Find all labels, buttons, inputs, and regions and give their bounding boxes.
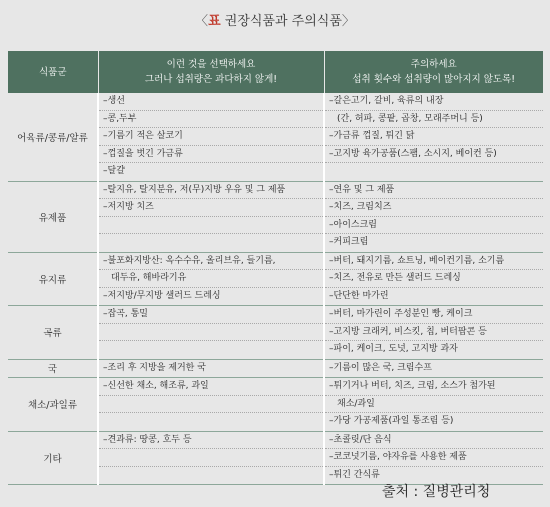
- title-text: 권장식품과 주의식품: [220, 14, 342, 29]
- caution-item: 채소/과일: [325, 396, 543, 414]
- recommended-item: –콩,두부: [99, 111, 323, 129]
- recommended-item: [99, 467, 323, 485]
- table-row: [8, 359, 543, 378]
- recommended-item: –조리 후 지방을 제거한 국: [103, 362, 206, 373]
- table-row: [8, 181, 543, 252]
- title-close-bracket: 〉: [341, 14, 355, 29]
- recommended-cell: [98, 252, 324, 306]
- caution-item: –커피크림: [329, 237, 369, 247]
- caution-cell: [324, 181, 543, 252]
- source-credit: 출처 : 질병관리청: [382, 484, 491, 500]
- caution-item: –연유 및 그 제품: [325, 182, 543, 200]
- caution-item: –튀기거나 버터, 치즈, 크림, 소스가 첨가된: [325, 378, 543, 396]
- table-row: [8, 93, 543, 181]
- table-row: [8, 306, 543, 360]
- table-row: [8, 252, 543, 306]
- recommended-item: [99, 324, 323, 342]
- header-recommended-line-1: 이런 것을 선택하세요: [166, 59, 256, 70]
- table-header-row: [8, 51, 543, 93]
- caution-item: –고지방 크래커, 비스킷, 칩, 버터팝콘 등: [325, 324, 543, 342]
- header-caution-line-2: 섭취 횟수와 섭취량이 많아지지 않도록!: [352, 74, 516, 85]
- caution-cell: [324, 306, 543, 360]
- title-label-mark: 표: [208, 14, 221, 29]
- recommended-item: –불포화지방산: 옥수수유, 올리브유, 들기름,: [99, 253, 323, 271]
- recommended-cell: [98, 93, 324, 181]
- caution-item: [325, 163, 543, 181]
- recommended-item: –잡곡, 통밀: [99, 306, 323, 324]
- recommended-item: [99, 234, 323, 252]
- header-caution-line-1: 주의하세요: [410, 59, 457, 70]
- caution-item: –코코넛기름, 야자유를 사용한 제품: [325, 449, 543, 467]
- recommended-item: –저지방/무지방 샐러드 드레싱: [103, 290, 221, 301]
- caution-cell: [324, 252, 543, 306]
- recommended-item: –껍질을 벗긴 가금류: [99, 146, 323, 164]
- food-group-cell: 국: [8, 359, 98, 378]
- recommended-item: [99, 396, 323, 414]
- food-group-cell: 어육류/콩류/알류: [8, 93, 98, 181]
- recommended-item: [99, 217, 323, 235]
- caution-item: –치즈, 크림치즈: [325, 199, 543, 217]
- recommended-cell: [98, 359, 324, 378]
- caution-item: –아이스크림: [325, 217, 543, 235]
- food-group-cell: 유제품: [8, 181, 98, 252]
- table-row: [8, 378, 543, 432]
- recommended-item: [99, 413, 323, 431]
- caution-cell: [324, 431, 543, 485]
- recommended-item: –탈지유, 탈지분유, 저(무)지방 우유 및 그 제품: [99, 182, 323, 200]
- food-group-cell: 곡류: [8, 306, 98, 360]
- caution-item: –치즈, 전유로 만든 샐러드 드레싱: [325, 270, 543, 288]
- caution-item: –버터, 마가린이 주성분인 빵, 케이크: [325, 306, 543, 324]
- recommended-cell: [98, 378, 324, 432]
- caution-item: –버터, 돼지기름, 쇼트닝, 베이컨기름, 소기름: [325, 253, 543, 271]
- recommended-item: [99, 341, 323, 359]
- food-group-cell: 유지류: [8, 252, 98, 306]
- caution-cell: [324, 93, 543, 181]
- recommended-item: –저지방 치즈: [99, 199, 323, 217]
- caution-item: –단단한 마가린: [329, 290, 389, 301]
- table-title: [0, 10, 550, 29]
- recommended-item: 대두유, 해바라기유: [99, 270, 323, 288]
- recommended-item: –기름기 적은 살코기: [99, 128, 323, 146]
- caution-item: –튀긴 간식류: [329, 469, 380, 480]
- recommended-cell: [98, 181, 324, 252]
- food-group-cell: 채소/과일류: [8, 378, 98, 432]
- recommended-item: –견과류: 땅콩, 호두 등: [99, 432, 323, 450]
- caution-item: (간, 허파, 콩팥, 곱창, 모래주머니 등): [325, 111, 543, 129]
- table-row: [8, 431, 543, 485]
- header-recommended: [98, 51, 324, 93]
- food-group-cell: 기타: [8, 431, 98, 485]
- recommended-item: [99, 449, 323, 467]
- title-open-bracket: 〈: [195, 14, 209, 29]
- header-recommended-line-2: 그러나 섭취량은 과다하지 않게!: [144, 74, 278, 85]
- caution-item: –가금류 껍질, 튀긴 닭: [325, 128, 543, 146]
- header-caution: [324, 51, 543, 93]
- recommended-cell: [98, 306, 324, 360]
- recommended-item: –생선: [99, 93, 323, 111]
- caution-cell: [324, 359, 543, 378]
- recommended-item: –신선한 채소, 해조류, 과일: [99, 378, 323, 396]
- recommended-item: –달걀: [103, 166, 125, 176]
- caution-item: –가당 가공제품(과일 통조림 등): [329, 416, 454, 426]
- caution-item: –파이, 케이크, 도넛, 고지방 과자: [329, 344, 458, 354]
- caution-item: –고지방 육가공품(스팸, 소시지, 베이컨 등): [325, 146, 543, 164]
- caution-item: –초콜릿/단 음식: [325, 432, 543, 450]
- caution-item: –갈은고기, 갈비, 육류의 내장: [325, 93, 543, 111]
- recommended-cell: [98, 431, 324, 485]
- food-guide-table: [8, 51, 543, 485]
- caution-cell: [324, 378, 543, 432]
- header-food-group: 식품군: [8, 51, 98, 93]
- caution-item: –기름이 많은 국, 크림수프: [329, 362, 432, 373]
